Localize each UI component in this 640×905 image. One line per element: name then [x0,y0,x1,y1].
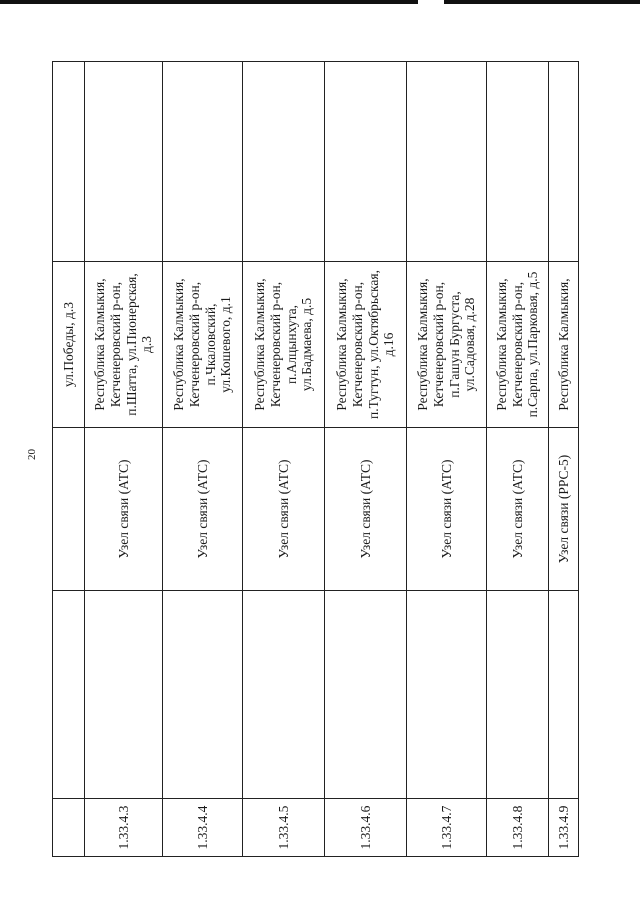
address-line: Республика Калмыкия, [493,278,509,411]
address-line: п.Тугтун, ул.Октябрьская, [365,270,381,419]
cell-blank [407,591,487,799]
table-body [53,62,579,857]
cell-blank [85,62,163,262]
address-line: Кетченеровский р-он, [267,281,283,408]
cell-address [243,262,325,428]
cell-name: Узел связи (АТС) [163,428,243,591]
cell-blank [549,62,579,262]
address-line: Кетченеровский р-он, [509,281,525,408]
address-line: п.Алцынхута, [283,304,299,385]
scan-edge-right [444,0,640,4]
cell-name: Узел связи (АТС) [243,428,325,591]
cell-name: Узел связи (АТС) [85,428,163,591]
table-row [85,62,163,857]
cell-address [325,262,407,428]
cell-id [53,799,85,857]
cell-blank [487,62,549,262]
table-row [163,62,243,857]
address-line: ул.Кошевого, д.1 [218,296,234,393]
address-line: Кетченеровский р-он, [430,281,446,408]
address-line: ул.Садовая, д.28 [462,297,478,392]
address-line: ул.Бадмаева, д.5 [299,297,315,392]
address-line: п.Шатта, ул.Пионерская, д.3 [123,273,155,416]
document-table-rotated [52,62,578,857]
address-line: Республика Калмыкия, [91,278,107,411]
cell-name [53,428,85,591]
address-line: Республика Калмыкия, [333,278,349,411]
cell-blank [407,62,487,262]
cell-blank [487,591,549,799]
table-row [487,62,549,857]
address-line: Кетченеровский р-он, [107,281,123,408]
address-line: Республика Калмыкия, [251,278,267,411]
cell-id: 1.33.4.6 [325,799,407,857]
address-line: Кетченеровский р-он, [349,281,365,408]
cell-blank [163,591,243,799]
cell-blank [85,591,163,799]
table-row [325,62,407,857]
table-row [549,62,579,857]
cell-address: ул.Победы, д.3 [53,262,85,428]
cell-blank [549,591,579,799]
cell-address [487,262,549,428]
cell-blank [325,62,407,262]
cell-blank [53,591,85,799]
cell-id: 1.33.4.5 [243,799,325,857]
scan-edge-left [0,0,418,4]
address-line: Республика Калмыкия, [555,278,571,411]
cell-name: Узел связи (АТС) [487,428,549,591]
address-line: п.Гашун Бургуста, [446,291,462,398]
cell-id: 1.33.4.7 [407,799,487,857]
cell-name: Узел связи (РРС-5) [549,428,579,591]
cell-address [85,262,163,428]
table-row [243,62,325,857]
table-row [407,62,487,857]
cell-blank [163,62,243,262]
cell-name: Узел связи (АТС) [325,428,407,591]
cell-id: 1.33.4.4 [163,799,243,857]
cell-id: 1.33.4.9 [549,799,579,857]
cell-address [163,262,243,428]
address-line: д.16 [381,332,397,357]
cell-address [549,262,579,428]
cell-address [407,262,487,428]
cell-id: 1.33.4.3 [85,799,163,857]
cell-id: 1.33.4.8 [487,799,549,857]
address-line: Республика Калмыкия, [170,278,186,411]
cell-blank [53,62,85,262]
objects-table [52,61,579,857]
address-line: п.Чкаловский, [202,303,218,386]
page-number: 20 [26,449,38,460]
cell-blank [325,591,407,799]
cell-blank [243,62,325,262]
cell-name: Узел связи (АТС) [407,428,487,591]
address-line: п.Сарпа, ул.Парковая, д.5 [525,271,541,418]
address-line: Республика Калмыкия, [414,278,430,411]
cell-blank [243,591,325,799]
address-line: Кетченеровский р-он, [186,281,202,408]
table-row-continuation [53,62,85,857]
